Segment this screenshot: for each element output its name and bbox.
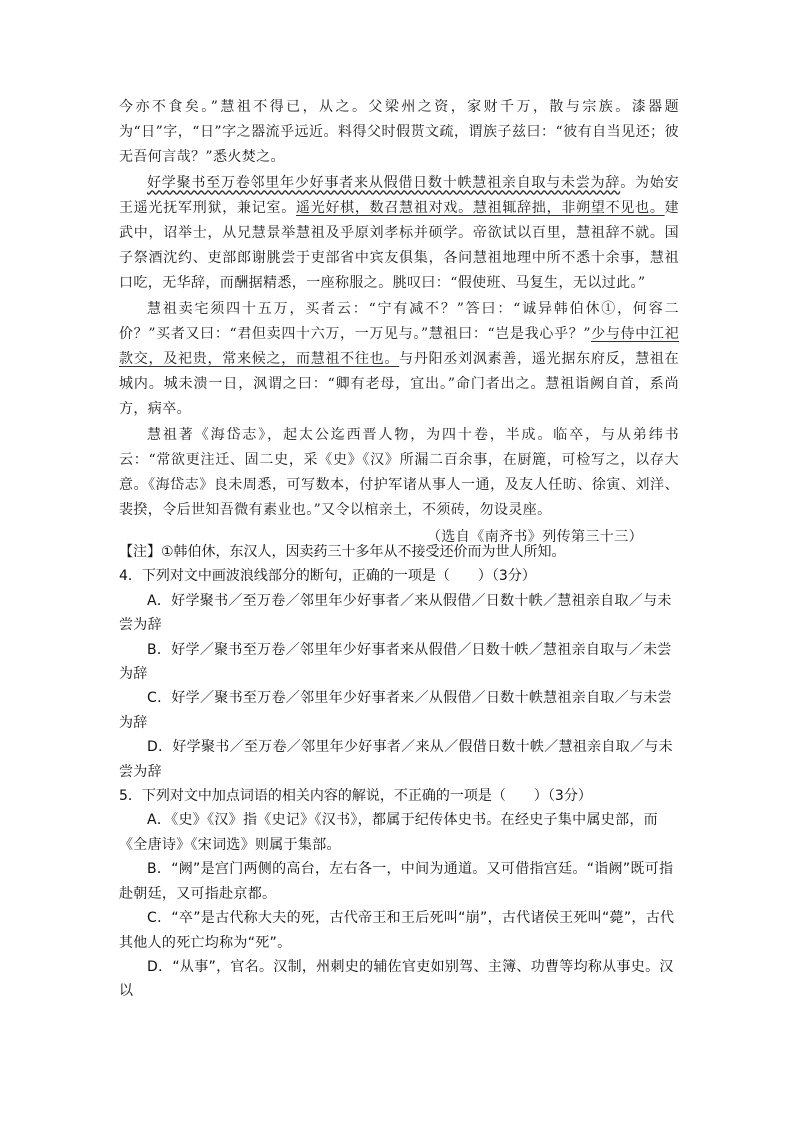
underlined-sentence-1: 遥光好棋，数召慧祖对戏。慧祖辄辞拙，非朔望不见也。: [295, 199, 665, 216]
passage-paragraph-4: 慧祖著《海岱志》，起太公迄西晋人物，为四十卷，半成。临卒，与从弟纬书云：“常欲更注迁、固二史，采《史》《汉》所漏二百余事，在厨簏，可检写之，以存大意。《海岱志》良未周悉，可写数本，付护军诸从事人一通，及友人任昉、徐寅、刘洋、裴揆，令后世知吾微有素业也。”又令以棺亲土，不须砖，勿设灵座。: [119, 426, 679, 519]
annotation-note: 【注】①韩伯休，东汉人，因卖药三十多年从不接受还价而为世人所知。: [119, 544, 566, 560]
question-5-option-a: A．《史》《汉》指《史记》《汉书》，都属于纪传体史书。在经史子集中属史部，而《全唐诗》《宋词选》则属于集部。: [119, 812, 658, 853]
question-5-option-d: D．“从事”，官名。汉制，州刺史的辅佐官吏如别驾、主簿、功曹等均称从事史。汉以: [119, 958, 674, 1000]
questions-block: [119, 540, 677, 1004]
wavy-underlined-sentence: 好学聚书至万卷邻里年少好事者来从假借日数十帙慧祖亲自取与未尝为辞: [147, 174, 621, 191]
passage-paragraph-2: 好学聚书至万卷邻里年少好事者来从假借日数十帙慧祖亲自取与未尝为辞。为始安王遥光抚军刑狱，兼记室。遥光好棋，数召慧祖对戏。慧祖辄辞拙，非朔望不见也。建武中，诏举士，从兄慧景举慧祖及乎原刘孝标并硕学。帝欲试以百里，慧祖辞不就。国子祭酒沈约、吏部郎谢朓尝于吏部省中宾友俱集，各问慧祖地理中所不悉十余事，慧祖口吃，无华辞，而酬据精悉，一座称服之。朓叹曰：“假使班、马复生，无以过此。”: [119, 174, 679, 292]
question-4-option-c: C．好学／聚书至万卷／邻里年少好事者来／从假借／日数十帙慧祖亲自取／与未尝为辞: [119, 690, 672, 731]
question-5-option-b: B．“阙”是宫门两侧的高台，左右各一，中间为通道。又可借指宫廷。“诣阙”既可指赴朝廷，又可指赴京都。: [119, 861, 674, 902]
underlined-sentence-2: 少与侍中江祀款交，及祀贵，常来候之，而慧祖不往也。: [119, 325, 679, 368]
question-4-option-a: A．好学聚书／至万卷／邻里年少好事者／来从假借／日数十帙／慧祖亲自取／与未尝为辞: [119, 592, 672, 634]
passage-paragraph-3: 慧祖卖宅须四十五万，买者云：“宁有减不？”答曰：“诚异韩伯休①，何容二价？”买者又曰：“君但卖四十六万，一万见与。”慧祖曰：“岂是我心乎？”少与侍中江祀款交，及祀贵，常来候之，而慧祖不往也。与丹阳丞刘沨素善，遥光据东府反，慧祖在城内。城未溃一日，沨谓之曰：“卿有老母，宜出。”命门者出之。慧祖诣阙自首，系尚方，病卒。: [119, 300, 679, 418]
source-citation: （选自《南齐书》列传第三十三）: [427, 529, 643, 546]
question-4-option-d: D．好学聚书／至万卷／邻里年少好事者／来从／假借日数十帙／慧祖亲自取／与未尝为辞: [119, 739, 673, 780]
passage-paragraph-1: 今亦不食矣。”慧祖不得已，从之。父梁州之资，家财千万，散与宗族。漆器题为“日”字，“日”字之器流乎远近。料得父时假贳文疏，谓族子兹曰：“彼有自当见还；彼无吾何言哉？”悉火焚之。: [119, 99, 679, 166]
question-4-option-b: B．好学／聚书至万卷／邻里年少好事者来从假借／日数十帙／慧祖亲自取与／未尝为辞: [119, 641, 672, 683]
question-5-stem: 5．下列对文中加点词语的相关内容的解说，不正确的一项是（ ）（3分）: [119, 788, 592, 805]
question-5-option-c: C．“卒”是古代称大夫的死，古代帝王和王后死叫“崩”，古代诸侯王死叫“薨”，古代其他人的死亡均称为“死”。: [119, 910, 675, 951]
question-4-stem: 4．下列对文中画波浪线部分的断句，正确的一项是（ ）（3分）: [119, 568, 536, 585]
classical-passage: [119, 95, 679, 551]
